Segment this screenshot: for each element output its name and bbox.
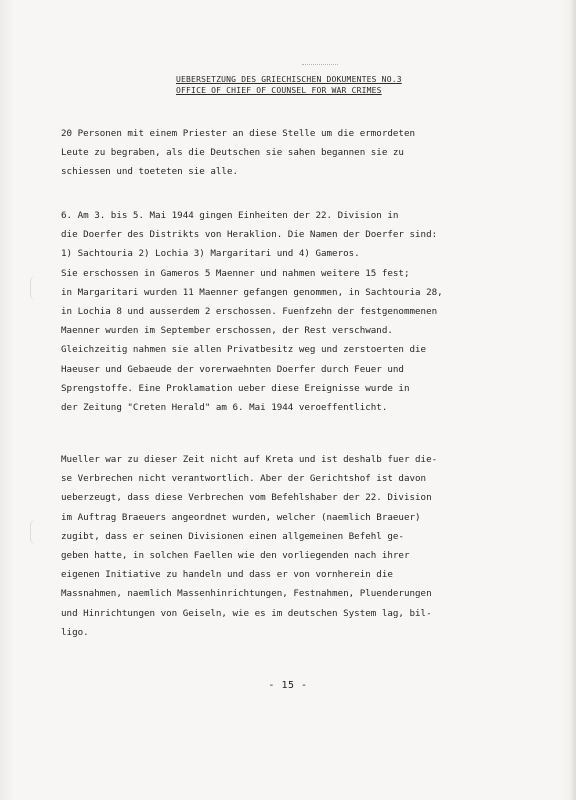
text-line: geben hatte, in solchen Faellen wie den vorliegenden nach ihrer xyxy=(61,550,410,562)
paragraph-2 xyxy=(61,206,481,417)
paragraph-1 xyxy=(61,124,481,182)
text-line: Sie erschossen in Gameros 5 Maenner und nahmen weitere 15 fest; xyxy=(61,267,410,279)
text-line: zugibt, dass er seinen Divisionen einen allgemeinen Befehl ge- xyxy=(61,530,404,542)
text-line: in Margaritari wurden 11 Maenner gefangen genommen, in Sachtouria 28, xyxy=(61,286,443,298)
text-line: der Zeitung "Creten Herald" am 6. Mai 1944 veroeffentlicht. xyxy=(61,402,388,414)
header-line-2: OFFICE OF CHIEF OF COUNSEL FOR WAR CRIMES xyxy=(176,86,382,95)
text-line: ueberzeugt, dass diese Verbrechen vom Befehlshaber der 22. Division xyxy=(61,492,432,504)
paragraph-3 xyxy=(61,450,481,642)
text-line: die Doerfer des Distrikts von Heraklion. Die Namen der Doerfer sind: xyxy=(61,229,438,241)
text-line: im Auftrag Braeuers angeordnet wurden, welcher (naemlich Braeuer) xyxy=(61,511,421,523)
text-line: ligo. xyxy=(61,626,89,638)
text-line: 1) Sachtouria 2) Lochia 3) Margaritari und 4) Gameros. xyxy=(61,248,360,260)
text-line: Gleichzeitig nahmen sie allen Privatbesitz weg und zerstoerten die xyxy=(61,344,427,356)
text-line: schiessen und toeteten sie alle. xyxy=(61,166,239,178)
text-line: Haeuser und Gebaeude der vorerwaehnten Doerfer durch Feuer und xyxy=(61,363,404,375)
page-footer xyxy=(0,680,576,691)
document-header xyxy=(176,74,402,96)
text-line: se Verbrechen nicht verantwortlich. Aber der Gerichtshof ist davon xyxy=(61,473,427,485)
text-line: 6. Am 3. bis 5. Mai 1944 gingen Einheiten der 22. Division in xyxy=(61,210,399,221)
text-line: 20 Personen mit einem Priester an diese Stelle um die ermordeten xyxy=(61,128,416,139)
text-line: in Lochia 8 und ausserdem 2 erschossen. Fuenfzehn der festgenommenen xyxy=(61,306,438,318)
text-line: Massnahmen, naemlich Massenhinrichtungen, Festnahmen, Pluenderungen xyxy=(61,588,432,600)
text-line: eigenen Initiative zu handeln und dass er von vornherein die xyxy=(61,569,393,581)
page-number: - 15 - xyxy=(268,680,307,691)
text-line: Leute zu begraben, als die Deutschen sie sahen begannen sie zu xyxy=(61,147,404,159)
punch-hole-mark xyxy=(30,276,41,300)
faint-top-mark xyxy=(302,64,338,69)
text-line: Mueller war zu dieser Zeit nicht auf Kreta und ist deshalb fuer die- xyxy=(61,454,438,465)
header-line-1: UEBERSETZUNG DES GRIECHISCHEN DOKUMENTES NO.3 xyxy=(176,75,402,84)
text-line: Maenner wurden im September erschossen, der Rest verschwand. xyxy=(61,325,393,337)
punch-hole-mark xyxy=(30,520,41,544)
text-line: und Hinrichtungen von Geiseln, wie es im deutschen System lag, bil- xyxy=(61,607,432,619)
text-line: Sprengstoffe. Eine Proklamation ueber diese Ereignisse wurde in xyxy=(61,382,410,394)
